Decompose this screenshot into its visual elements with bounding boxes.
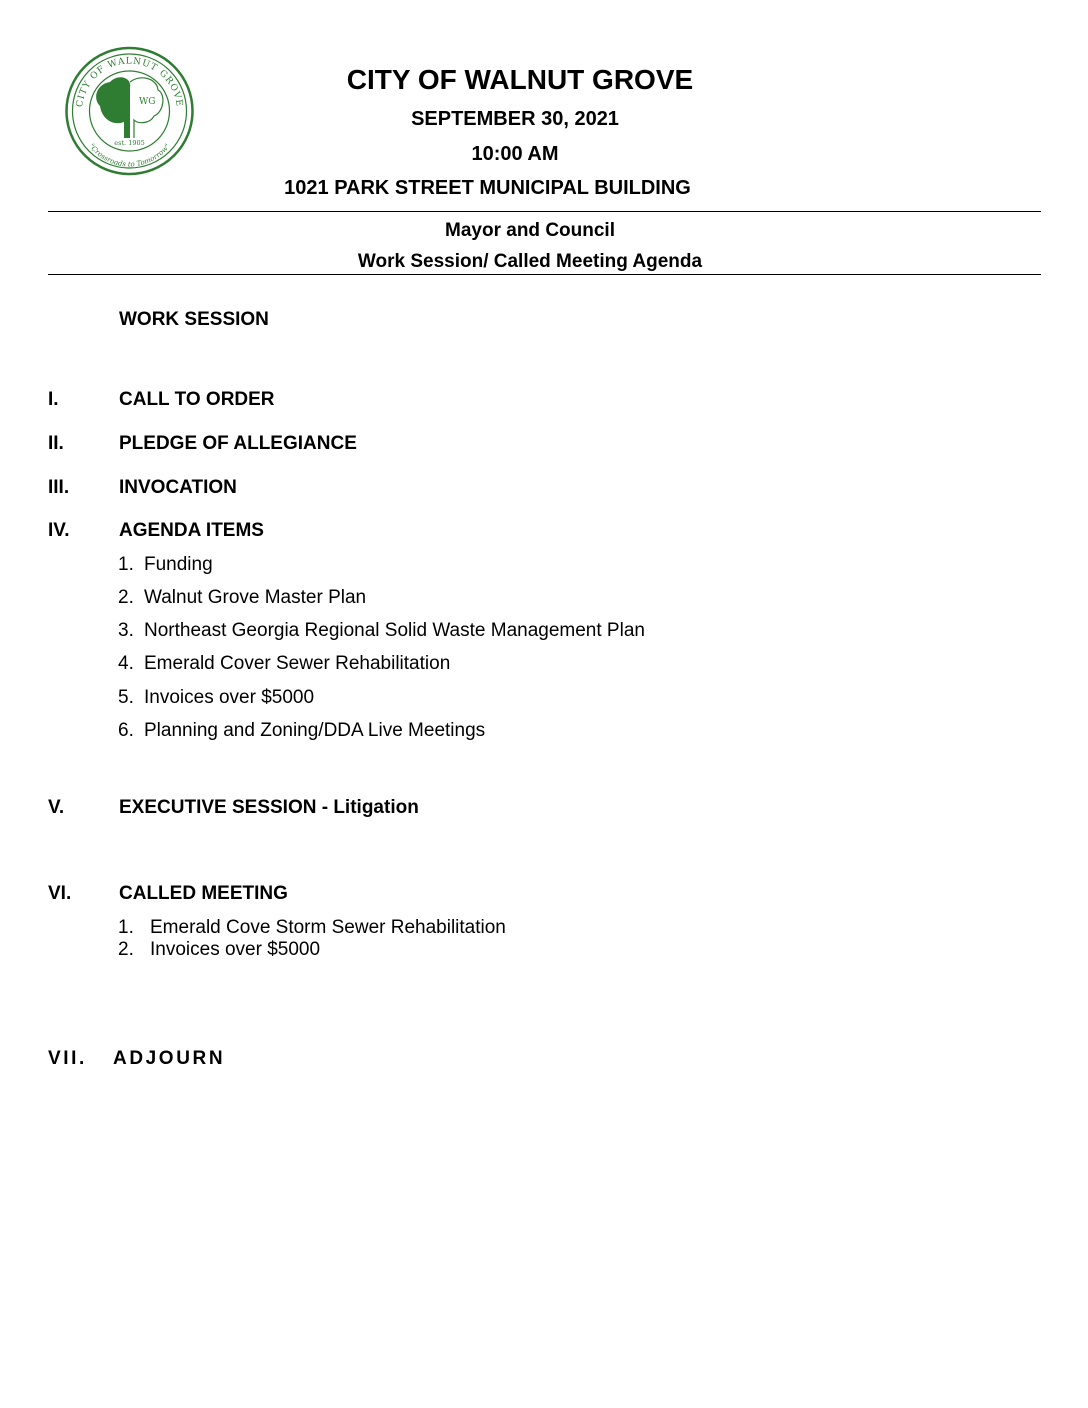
list-item: Northeast Georgia Regional Solid Waste Management Plan [144, 620, 645, 641]
meeting-location: 1021 PARK STREET MUNICIPAL BUILDING [284, 177, 691, 199]
list-item: Funding [144, 554, 213, 575]
section-pledge: PLEDGE OF ALLEGIANCE [119, 433, 357, 454]
list-item: Emerald Cove Storm Sewer Rehabilitation [150, 917, 506, 938]
list-item: Walnut Grove Master Plan [144, 587, 367, 608]
section-invocation: INVOCATION [119, 477, 237, 498]
list-item-number: 1. [118, 554, 134, 575]
section-adjourn: ADJOURN [113, 1048, 226, 1069]
section-number: V. [48, 797, 65, 818]
list-item-number: 1. [118, 917, 134, 938]
work-session-heading: WORK SESSION [119, 309, 269, 330]
list-item: Invoices over $5000 [144, 687, 315, 708]
section-call-to-order: CALL TO ORDER [119, 389, 275, 410]
list-item-number: 6. [118, 720, 134, 741]
section-number: IV. [48, 520, 70, 541]
header-divider-top [48, 211, 1041, 212]
meeting-time: 10:00 AM [471, 143, 559, 165]
header-divider-bottom [48, 274, 1041, 275]
list-item-number: 5. [118, 687, 134, 708]
section-number: VI. [48, 883, 72, 904]
seal-monogram: WG [139, 97, 156, 107]
subtitle-agenda-type: Work Session/ Called Meeting Agenda [357, 251, 703, 272]
subtitle-mayor-council: Mayor and Council [445, 220, 615, 241]
section-agenda-items: AGENDA ITEMS [119, 520, 264, 541]
list-item: Planning and Zoning/DDA Live Meetings [144, 720, 486, 741]
seal-established: est. 1905 [114, 139, 145, 147]
seal-motto: "Crossroads to Tomorrow" [87, 142, 172, 169]
section-number: VII. [48, 1048, 87, 1069]
list-item-number: 4. [118, 653, 134, 674]
section-executive-session: EXECUTIVE SESSION - Litigation [119, 797, 419, 818]
seal-ring-text: CITY OF WALNUT GROVE [75, 56, 184, 108]
list-item-number: 2. [118, 587, 134, 608]
section-number: I. [48, 389, 59, 410]
page-title: CITY OF WALNUT GROVE [346, 64, 694, 95]
meeting-date: SEPTEMBER 30, 2021 [411, 108, 619, 130]
section-number: III. [48, 477, 70, 498]
section-number: II. [48, 433, 64, 454]
list-item-number: 2. [118, 939, 134, 960]
list-item: Emerald Cover Sewer Rehabilitation [144, 653, 451, 674]
list-item: Invoices over $5000 [150, 939, 321, 960]
list-item-number: 3. [118, 620, 134, 641]
section-called-meeting: CALLED MEETING [119, 883, 288, 904]
